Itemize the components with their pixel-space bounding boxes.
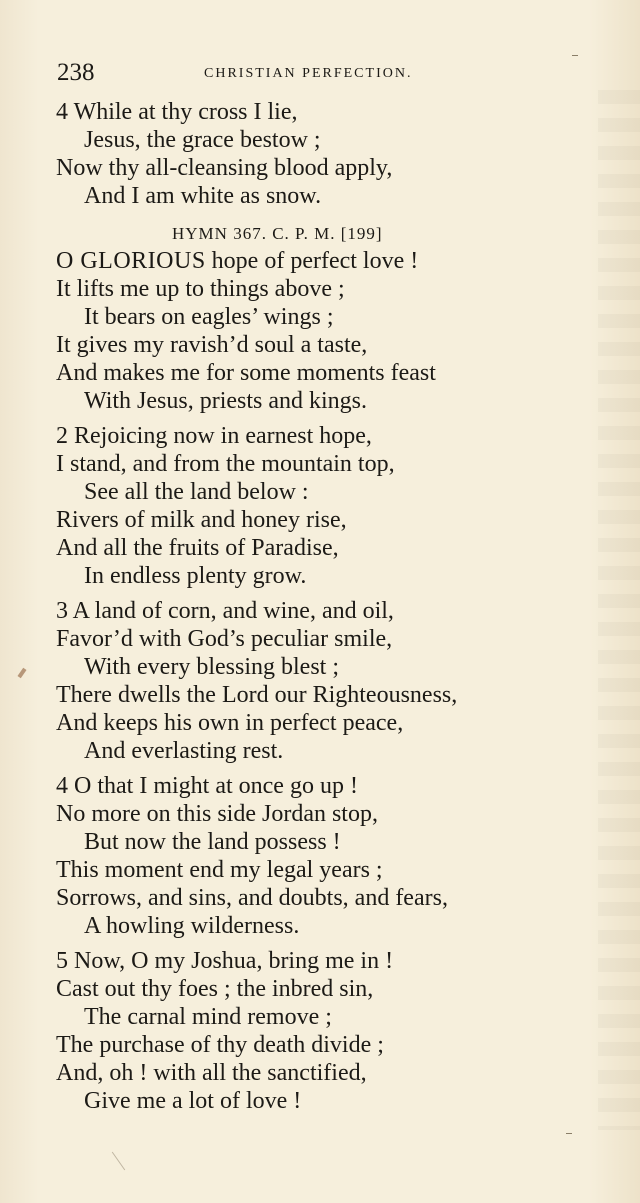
stanza5-line-1: 5 Now, O my Joshua, bring me in ! xyxy=(56,948,394,974)
stanza2-line-5: And all the fruits of Paradise, xyxy=(56,535,339,561)
edge-mark xyxy=(572,55,578,56)
pencil-mark xyxy=(112,1152,125,1171)
prev-line-4: And I am white as snow. xyxy=(84,183,322,209)
stanza2-line-2: I stand, and from the mountain top, xyxy=(56,451,395,477)
stanza1-line-4: It gives my ravish’d soul a taste, xyxy=(56,332,368,358)
stanza5-line-3: The carnal mind remove ; xyxy=(84,1004,332,1030)
stanza4-line-2: No more on this side Jordan stop, xyxy=(56,801,378,827)
stanza1-line-3: It bears on eagles’ wings ; xyxy=(84,304,334,330)
stanza4-line-1: 4 O that I might at once go up ! xyxy=(56,773,358,799)
hymn-title: HYMN 367. C. P. M. [199] xyxy=(172,224,383,243)
stanza3-line-2: Favor’d with God’s peculiar smile, xyxy=(56,626,393,652)
stanza4-line-4: This moment end my legal years ; xyxy=(56,857,383,883)
show-through-text xyxy=(598,90,640,1130)
stanza5-line-5: And, oh ! with all the sanctified, xyxy=(56,1060,367,1086)
prev-line-1: 4 While at thy cross I lie, xyxy=(56,99,298,125)
stanza4-line-5: Sorrows, and sins, and doubts, and fears, xyxy=(56,885,448,911)
stanza1-line-6: With Jesus, priests and kings. xyxy=(84,388,368,414)
stanza5-line-2: Cast out thy foes ; the inbred sin, xyxy=(56,976,374,1002)
stanza3-line-3: With every blessing blest ; xyxy=(84,654,339,680)
running-head: CHRISTIAN PERFECTION. xyxy=(204,66,413,81)
stanza3-line-5: And keeps his own in perfect peace, xyxy=(56,710,404,736)
prev-line-3: Now thy all-cleansing blood apply, xyxy=(56,155,393,181)
stanza5-line-6: Give me a lot of love ! xyxy=(84,1088,302,1114)
stanza1-line-1-rest: hope of perfect love ! xyxy=(205,248,419,274)
stanza1-line-2: It lifts me up to things above ; xyxy=(56,276,345,302)
stanza4-line-3: But now the land possess ! xyxy=(84,829,341,855)
page-header xyxy=(57,58,457,88)
stanza2-line-6: In endless plenty grow. xyxy=(84,563,307,589)
stanza4-line-6: A howling wilderness. xyxy=(84,913,300,939)
stanza2-line-3: See all the land below : xyxy=(84,479,309,505)
stanza2-line-4: Rivers of milk and honey rise, xyxy=(56,507,347,533)
stanza3-line-4: There dwells the Lord our Righteousness, xyxy=(56,682,458,708)
page-number: 238 xyxy=(57,59,95,86)
stanza3-line-6: And everlasting rest. xyxy=(84,738,284,764)
opening-word: O GLORIOUS xyxy=(56,248,206,274)
stanza3-line-1: 3 A land of corn, and wine, and oil, xyxy=(56,598,394,624)
stanza2-line-1: 2 Rejoicing now in earnest hope, xyxy=(56,423,372,449)
edge-mark xyxy=(566,1133,572,1134)
ink-smudge xyxy=(17,668,26,678)
stanza5-line-4: The purchase of thy death divide ; xyxy=(56,1032,384,1058)
stanza1-line-5: And makes me for some moments feast xyxy=(56,360,436,386)
prev-line-2: Jesus, the grace bestow ; xyxy=(84,127,321,153)
stanza1-line-1 xyxy=(56,247,418,275)
